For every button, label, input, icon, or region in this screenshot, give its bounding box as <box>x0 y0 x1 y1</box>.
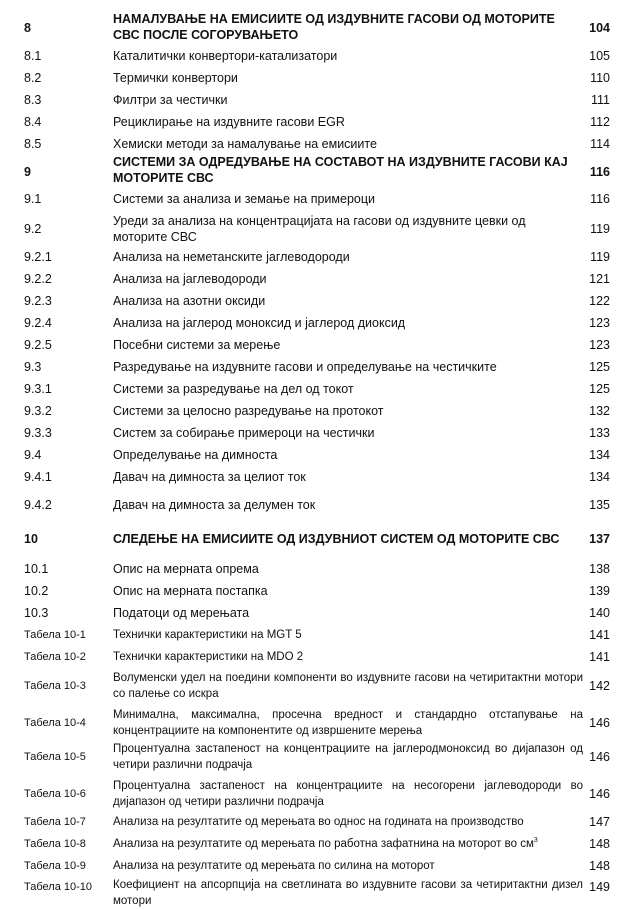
toc-entry-page-number[interactable]: 141 <box>589 628 610 642</box>
toc-entry-title[interactable] <box>113 858 583 874</box>
toc-entry-title[interactable] <box>113 447 583 463</box>
toc-entry-title-text: Технички карактеристики на MGT 5 <box>113 629 302 641</box>
toc-entry-title-text: Анализа на резултатите од мерењата во однос на годината на производство <box>113 816 524 828</box>
toc-entry-number: Табела 10-4 <box>24 717 86 729</box>
toc-entry-number: 9 <box>24 165 31 179</box>
toc-entry-number: 9.2.2 <box>24 272 52 286</box>
toc-entry-title[interactable] <box>113 359 583 375</box>
toc-entry-title[interactable] <box>113 154 583 186</box>
toc-entry-number: 9.1 <box>24 192 42 206</box>
toc-entry-title[interactable] <box>113 627 583 643</box>
toc-entry-number: 10.1 <box>24 562 49 576</box>
toc-entry-title-text: Анализа на неметанските јаглеводороди <box>113 250 350 264</box>
toc-entry-page-number[interactable]: 148 <box>589 837 610 851</box>
toc-entry-number: Табела 10-6 <box>24 788 86 800</box>
toc-entry-page-number[interactable]: 148 <box>589 859 610 873</box>
toc-entry-page-number[interactable]: 121 <box>589 272 610 286</box>
toc-entry-page-number[interactable]: 146 <box>589 750 610 764</box>
toc-entry-number: 9.2.5 <box>24 338 52 352</box>
toc-entry-title-text: Разредување на издувните гасови и определување на честичките <box>113 360 497 374</box>
toc-entry-page-number[interactable]: 134 <box>589 448 610 462</box>
toc-entry-title-text: Каталитички конвертори-катализатори <box>113 49 338 63</box>
toc-entry-page-number[interactable]: 114 <box>590 137 610 151</box>
toc-entry-page-number[interactable]: 141 <box>589 650 610 664</box>
toc-entry-title[interactable] <box>113 315 583 331</box>
toc-entry-title-text: Филтри за честички <box>113 93 228 107</box>
toc-entry-number: 9.4.2 <box>24 498 52 512</box>
toc-entry-number: 8.1 <box>24 49 42 63</box>
toc-entry-title[interactable] <box>113 114 583 130</box>
toc-entry-title[interactable] <box>113 836 583 852</box>
toc-entry-title[interactable] <box>113 70 583 86</box>
toc-entry-number: 9.2.1 <box>24 250 52 264</box>
toc-entry-title-text: Анализа на азотни оксиди <box>113 294 266 308</box>
toc-entry-title-text: Процентуална застапеност на концентрациите на несогорени јаглеводороди во дијапазон од четири различни подрачја <box>113 780 583 808</box>
toc-entry-page-number[interactable]: 125 <box>589 382 610 396</box>
toc-entry-title[interactable] <box>113 136 583 152</box>
toc-entry-number: 8.3 <box>24 93 42 107</box>
toc-entry-page-number[interactable]: 135 <box>589 498 610 512</box>
toc-entry-title[interactable] <box>113 531 583 547</box>
toc-entry-number: 9.2.4 <box>24 316 52 330</box>
toc-entry-page-number[interactable]: 146 <box>589 787 610 801</box>
toc-entry-page-number[interactable]: 104 <box>589 21 610 35</box>
toc-entry-number: Табела 10-3 <box>24 680 86 692</box>
toc-entry-title-text: Давач на димноста за целиот ток <box>113 470 306 484</box>
toc-entry-number: 10.2 <box>24 584 49 598</box>
toc-entry-page-number[interactable]: 119 <box>590 250 610 264</box>
toc-entry-number: 9.2.3 <box>24 294 52 308</box>
toc-entry-title-text: Анализа на резултатите од мерењата по работна зафатнина на моторот во см <box>113 838 534 850</box>
toc-entry-page-number[interactable]: 116 <box>590 192 610 206</box>
toc-entry-title[interactable] <box>113 191 583 207</box>
toc-entry-title[interactable] <box>113 670 583 702</box>
toc-entry-number: Табела 10-1 <box>24 629 86 641</box>
toc-entry-title-text: Системи за целосно разредување на протокот <box>113 404 384 418</box>
toc-entry-title-text: Рециклирање на издувните гасови EGR <box>113 115 345 129</box>
toc-entry-number: Табела 10-9 <box>24 860 86 872</box>
toc-entry-title[interactable] <box>113 707 583 739</box>
toc-entry-title[interactable] <box>113 605 583 621</box>
toc-entry-page-number[interactable]: 140 <box>589 606 610 620</box>
toc-entry-title-text: Коефициент на апсорпција на светлината во издувните гасови за четиритактни дизел мотори <box>113 879 583 907</box>
toc-entry-title-text: Систем за собирање примероци на честички <box>113 426 375 440</box>
toc-entry-page-number[interactable]: 123 <box>589 338 610 352</box>
toc-entry-title[interactable] <box>113 337 583 353</box>
toc-entry-number: 9.2 <box>24 222 42 236</box>
toc-entry-title-text: Податоци од мерењата <box>113 606 250 620</box>
toc-entry-number: 8.2 <box>24 71 42 85</box>
toc-entry-title-text: СЛЕДЕЊЕ НА ЕМИСИИТЕ ОД ИЗДУВНИОТ СИСТЕМ ОД МОТОРИТЕ СВС <box>113 532 560 546</box>
toc-entry-title-text: Волуменски удел на поедини компоненти во издувните гасови на четиритактни мотори со палење со искра <box>113 672 583 700</box>
toc-entry-number: Табела 10-8 <box>24 838 86 850</box>
toc-entry-title-text: Системи за анализа и земање на примероци <box>113 192 375 206</box>
toc-entry-title[interactable] <box>113 497 583 513</box>
toc-entry-page-number[interactable]: 146 <box>589 716 610 730</box>
toc-entry-number: Табела 10-5 <box>24 751 86 763</box>
toc-entry-title[interactable] <box>113 741 583 773</box>
toc-entry-page-number[interactable]: 119 <box>590 222 610 236</box>
toc-entry-title[interactable] <box>113 649 583 665</box>
toc-entry-page-number[interactable]: 110 <box>590 71 610 85</box>
toc-entry-title[interactable] <box>113 877 583 909</box>
toc-entry-page-number[interactable]: 123 <box>589 316 610 330</box>
toc-entry-number: 9.4.1 <box>24 470 52 484</box>
toc-entry-title[interactable] <box>113 814 583 830</box>
toc-entry-title-text: Анализа на јаглерод моноксид и јаглерод диоксид <box>113 316 406 330</box>
toc-entry-title-superscript: 3 <box>533 837 538 845</box>
toc-entry-number: 8 <box>24 21 31 35</box>
toc-entry-number: 10.3 <box>24 606 49 620</box>
toc-entry-title-text: Определување на димноста <box>113 448 278 462</box>
toc-entry-title[interactable] <box>113 425 583 441</box>
toc-entry-page-number[interactable]: 105 <box>589 49 610 63</box>
toc-entry-number: Табела 10-7 <box>24 816 86 828</box>
toc-entry-number: 8.5 <box>24 137 42 151</box>
toc-entry-number: 9.3.3 <box>24 426 52 440</box>
toc-entry-title[interactable] <box>113 48 583 64</box>
toc-entry-title[interactable] <box>113 92 583 108</box>
toc-entry-number: 9.3.1 <box>24 382 52 396</box>
toc-entry-page-number[interactable]: 122 <box>589 294 610 308</box>
toc-entry-title[interactable] <box>113 249 583 265</box>
toc-entry-title-text: Хемиски методи за намалување на емисиите <box>113 137 377 151</box>
toc-entry-page-number[interactable]: 147 <box>589 815 610 829</box>
toc-entry-title-text: СИСТЕМИ ЗА ОДРЕДУВАЊЕ НА СОСТАВОТ НА ИЗДУВНИТЕ ГАСОВИ КАЈ МОТОРИТЕ СВС <box>113 155 568 185</box>
toc-entry-page-number[interactable]: 137 <box>589 532 610 546</box>
toc-entry-title[interactable] <box>113 271 583 287</box>
toc-entry-number: 9.4 <box>24 448 42 462</box>
toc-entry-number: 9.3 <box>24 360 42 374</box>
toc-entry-page-number[interactable]: 142 <box>589 679 610 693</box>
toc-entry-number: Табела 10-10 <box>24 881 92 893</box>
toc-entry-number: Табела 10-2 <box>24 651 86 663</box>
toc-entry-page-number[interactable]: 116 <box>589 165 610 179</box>
toc-entry-title[interactable] <box>113 213 583 245</box>
toc-entry-title-text: Опис на мерната постапка <box>113 584 268 598</box>
toc-entry-page-number[interactable]: 125 <box>589 360 610 374</box>
toc-entry-page-number[interactable]: 149 <box>589 880 610 894</box>
toc-entry-title-text: Технички карактеристики на MDO 2 <box>113 651 304 663</box>
toc-entry-title[interactable] <box>113 583 583 599</box>
toc-entry-title[interactable] <box>113 561 583 577</box>
toc-entry-page-number[interactable]: 138 <box>589 562 610 576</box>
toc-entry-title-text: НАМАЛУВАЊЕ НА ЕМИСИИТЕ ОД ИЗДУВНИТЕ ГАСОВИ ОД МОТОРИТЕ СВС ПОСЛЕ СОГОРУВАЊЕТО <box>113 12 555 42</box>
toc-entry-page-number[interactable]: 132 <box>589 404 610 418</box>
toc-entry-title-text: Посебни системи за мерење <box>113 338 281 352</box>
toc-entry-title-text: Анализа на резултатите од мерењата по силина на моторот <box>113 860 435 872</box>
toc-entry-title[interactable] <box>113 293 583 309</box>
toc-entry-title[interactable] <box>113 403 583 419</box>
toc-entry-title-text: Термички конвертори <box>113 71 238 85</box>
toc-entry-title-text: Давач на димноста за делумен ток <box>113 498 316 512</box>
toc-entry-title[interactable] <box>113 469 583 485</box>
toc-entry-number: 10 <box>24 532 38 546</box>
toc-entry-title[interactable] <box>113 778 583 810</box>
toc-entry-page-number[interactable]: 112 <box>590 115 610 129</box>
toc-entry-title-text: Опис на мерната опрема <box>113 562 259 576</box>
toc-entry-title-text: Уреди за анализа на концентрацијата на гасови од издувните цевки од моторите СВС <box>113 214 526 244</box>
toc-entry-title-text: Системи за разредување на дел од токот <box>113 382 354 396</box>
toc-entry-title-text: Минимална, максимална, просечна вредност и стандардно отстапување на концентрациите на компонентите од извршените мерења <box>113 709 583 737</box>
toc-entry-title-text: Процентуална застапеност на концентрациите на јаглеродмоноксид во дијапазон од четири различни подрачја <box>113 743 583 771</box>
toc-entry-page-number[interactable]: 111 <box>590 93 610 107</box>
toc-entry-page-number[interactable]: 134 <box>589 470 610 484</box>
toc-entry-page-number[interactable]: 133 <box>589 426 610 440</box>
toc-entry-title-text: Анализа на јаглеводороди <box>113 272 267 286</box>
toc-entry-title[interactable] <box>113 381 583 397</box>
toc-entry-title[interactable] <box>113 11 583 43</box>
toc-entry-number: 9.3.2 <box>24 404 52 418</box>
toc-entry-number: 8.4 <box>24 115 42 129</box>
toc-entry-page-number[interactable]: 139 <box>589 584 610 598</box>
